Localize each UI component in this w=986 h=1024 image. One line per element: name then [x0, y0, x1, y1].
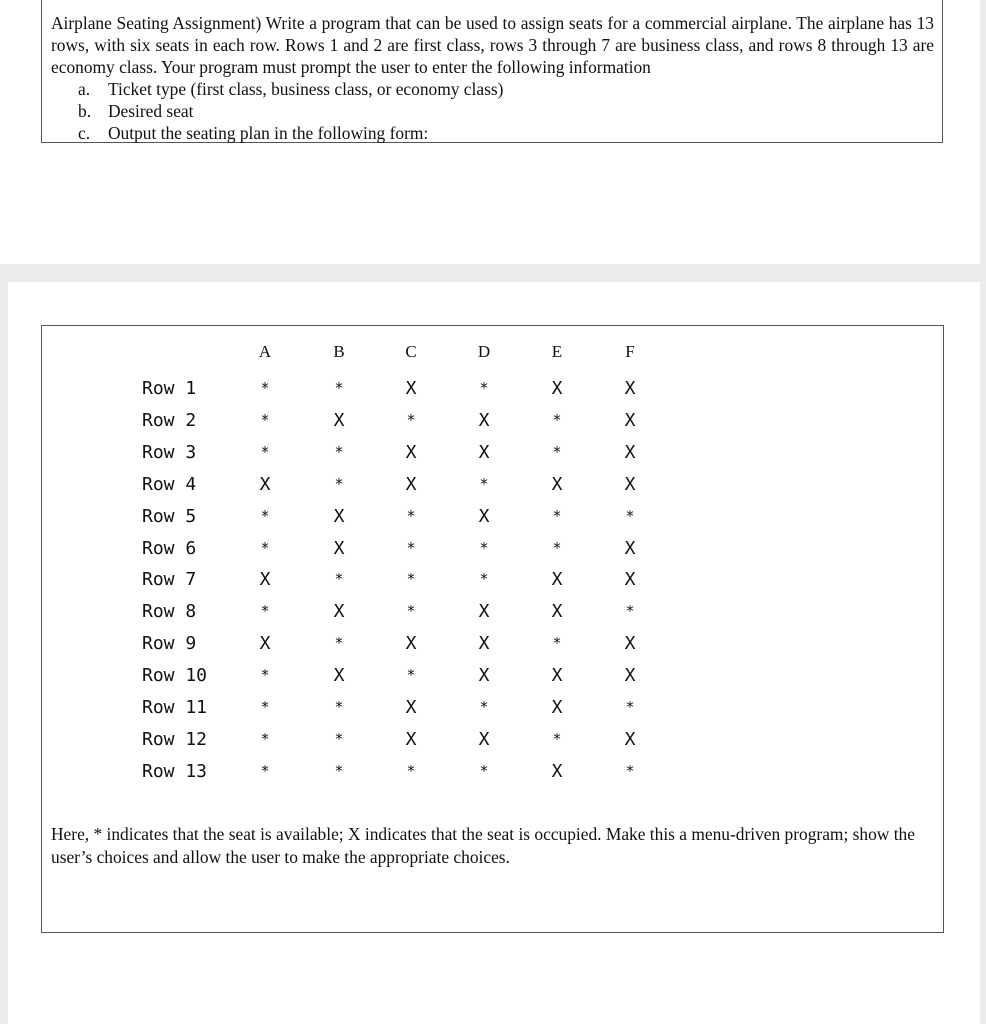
seat-occupied: X: [478, 409, 490, 431]
seat-available: *: [334, 761, 344, 780]
seat-available: *: [479, 570, 489, 589]
seat-occupied: X: [333, 505, 345, 527]
seat-occupied: X: [551, 665, 563, 687]
seat-available: *: [260, 410, 270, 429]
seat-available: *: [406, 602, 416, 621]
seat-occupied: X: [624, 473, 636, 495]
seat-available: *: [260, 698, 270, 716]
list-item-label: a.: [78, 79, 91, 99]
seat-available: *: [406, 666, 416, 685]
seat-available: *: [479, 698, 489, 716]
seat-occupied: X: [478, 441, 490, 463]
seat-occupied: X: [259, 569, 271, 591]
seat-available: *: [552, 538, 562, 557]
seat-available: *: [334, 379, 344, 397]
column-header-d: D: [477, 342, 491, 361]
seat-occupied: X: [405, 633, 417, 655]
page-section-top: [0, 0, 980, 264]
seat-occupied: X: [624, 633, 636, 655]
column-header-e: E: [551, 342, 563, 361]
seat-occupied: X: [551, 473, 563, 495]
seat-occupied: X: [478, 665, 490, 687]
seat-occupied: X: [551, 569, 563, 591]
row-label: Row 4: [142, 473, 197, 495]
seat-available: *: [260, 506, 270, 525]
seat-available: *: [406, 570, 416, 589]
seat-occupied: X: [333, 665, 345, 687]
seat-available: *: [334, 442, 344, 461]
seat-occupied: X: [624, 665, 636, 687]
seat-available: *: [260, 379, 270, 397]
seat-occupied: X: [551, 697, 563, 718]
list-item-text: Ticket type (first class, business class, or economy class): [108, 79, 504, 99]
column-header-c: C: [405, 342, 417, 361]
seat-available: *: [479, 538, 489, 557]
row-label: Row 2: [142, 409, 197, 431]
seat-available: *: [260, 602, 270, 621]
seat-available: *: [334, 698, 344, 716]
seating-chart: [42, 326, 943, 796]
list-item-label: c.: [78, 123, 91, 143]
row-label: Row 8: [142, 601, 197, 623]
seat-available: *: [552, 410, 562, 429]
seat-occupied: X: [478, 728, 490, 750]
seat-available: *: [625, 506, 635, 525]
seat-occupied: X: [624, 569, 636, 591]
row-label: Row 10: [142, 665, 208, 687]
seat-available: *: [479, 474, 489, 493]
seat-occupied: X: [551, 760, 563, 782]
seat-occupied: X: [405, 473, 417, 495]
seat-occupied: X: [624, 409, 636, 431]
seat-occupied: X: [624, 728, 636, 750]
legend-note: Here, * indicates that the seat is available; X indicates that the seat is occupied. Make this a menu-driven program; show the user’s choices and allow the user to make the appropriate choices.: [51, 824, 915, 867]
list-item: [51, 78, 934, 100]
row-label: Row 5: [142, 505, 197, 527]
seat-occupied: X: [624, 537, 636, 559]
row-label: Row 12: [142, 728, 208, 750]
seat-available: *: [334, 729, 344, 748]
seat-available: *: [334, 570, 344, 589]
seat-available: *: [625, 761, 635, 780]
seat-available: *: [625, 602, 635, 621]
seat-available: *: [406, 506, 416, 525]
row-label: Row 3: [142, 441, 197, 463]
list-item-text: Desired seat: [108, 101, 194, 121]
seat-occupied: X: [259, 473, 271, 495]
seat-available: *: [552, 442, 562, 461]
seat-available: *: [260, 442, 270, 461]
column-header-f: F: [625, 342, 635, 361]
seat-occupied: X: [405, 378, 417, 399]
seat-occupied: X: [551, 378, 563, 399]
seat-available: *: [260, 761, 270, 780]
seat-available: *: [406, 538, 416, 557]
row-label: Row 9: [142, 633, 197, 655]
seat-occupied: X: [405, 728, 417, 750]
seat-available: *: [406, 761, 416, 780]
seat-available: *: [334, 634, 344, 653]
seat-occupied: X: [478, 601, 490, 623]
seat-occupied: X: [405, 441, 417, 463]
seat-available: *: [552, 506, 562, 525]
requirement-list: [51, 78, 934, 144]
seat-available: *: [260, 729, 270, 748]
problem-box: [41, 0, 943, 143]
column-header-a: A: [258, 342, 272, 361]
seat-available: *: [479, 761, 489, 780]
seat-occupied: X: [333, 601, 345, 623]
seat-occupied: X: [259, 633, 271, 655]
row-label: Row 1: [142, 378, 197, 399]
row-label: Row 7: [142, 569, 197, 591]
seating-plan-box: [41, 325, 944, 933]
seat-occupied: X: [333, 537, 345, 559]
problem-intro: Airplane Seating Assignment) Write a program that can be used to assign seats for a commercial airplane. The airplane has 13 rows, with six seats in each row. Rows 1 and 2 are first class, rows 3 through 7 are business class, and rows 8 through 13 are economy class. Your program must prompt the user to enter the following information: [51, 13, 934, 77]
column-header-b: B: [333, 342, 345, 361]
seat-available: *: [406, 410, 416, 429]
list-item-label: b.: [78, 101, 92, 121]
seat-occupied: X: [333, 409, 345, 431]
seat-occupied: X: [478, 505, 490, 527]
seat-occupied: X: [551, 601, 563, 623]
row-label: Row 13: [142, 760, 208, 782]
row-label: Row 11: [142, 697, 208, 718]
seat-available: *: [479, 379, 489, 397]
seat-available: *: [625, 698, 635, 716]
seat-occupied: X: [624, 441, 636, 463]
list-item: [51, 100, 934, 122]
list-item-text: Output the seating plan in the following form:: [108, 123, 429, 143]
seat-available: *: [552, 634, 562, 653]
seat-available: *: [260, 538, 270, 557]
seat-occupied: X: [624, 378, 636, 399]
row-label: Row 6: [142, 537, 197, 559]
seat-occupied: X: [405, 697, 417, 718]
list-item: [51, 122, 934, 144]
seat-available: *: [552, 729, 562, 748]
seat-available: *: [260, 666, 270, 685]
seat-occupied: X: [478, 633, 490, 655]
seat-available: *: [334, 474, 344, 493]
